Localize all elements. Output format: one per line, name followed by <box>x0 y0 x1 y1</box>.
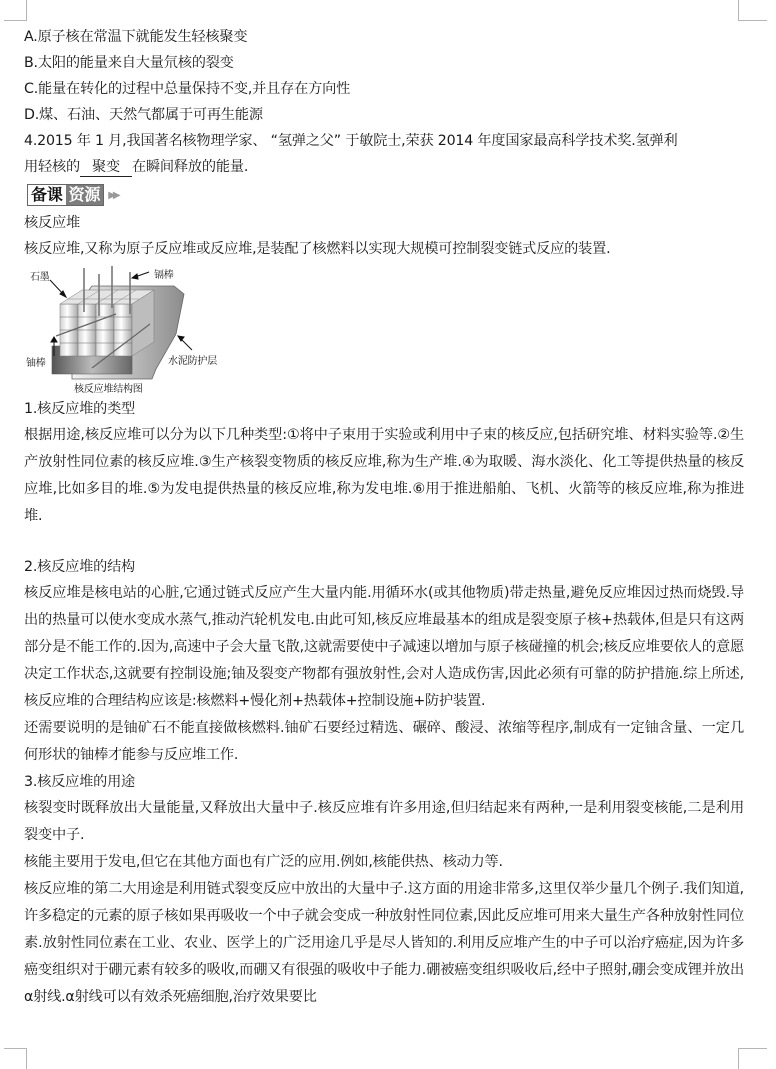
label-uranium-rod: 铀棒 <box>26 358 46 369</box>
uses-paragraph-2: 核能主要用于发电,但它在其他方面也有广泛的应用.例如,核能供热、核动力等. <box>24 854 503 870</box>
banner-box <box>27 184 104 206</box>
page-corner-mark <box>4 0 27 21</box>
banner-text-2: 资源 <box>66 185 104 205</box>
double-arrow-icon: ▶▶ <box>108 189 118 201</box>
reactor-illustration <box>24 264 254 396</box>
uses-paragraph-1: 核裂变时既释放出大量能量,又释放出大量中子.核反应堆有许多用途,但归结起来有两种,一是利用裂变核能,二是利用裂变中子. <box>24 800 744 843</box>
heading-types: 1.核反应堆的类型 <box>24 401 136 417</box>
structure-paragraph-1: 核反应堆是核电站的心脏,它通过链式反应产生大量内能.用循环水(或其他物质)带走热量,避免反应堆因过热而烧毁.导出的热量可以使水变成水蒸气,推动汽轮机发电.由此可知,核反应堆最基本的组成是裂变原子核+热载体,但是只有这两部分是不能工作的.因为,高速中子会大量飞散,这就需要使中子减速以增加与原子核碰撞的机会;核反应堆要依人的意愿决定工作状态,这就要有控制设施;铀及裂变产物都有强放射性,会对人造成伤害,因此必须有可靠的防护措施.综上所述,核反应堆的合理结构应该是:核燃料+慢化剂+热载体+控制设施+防护装置. <box>24 585 744 709</box>
heading-structure: 2.核反应堆的结构 <box>24 559 136 575</box>
spacer <box>24 530 744 554</box>
label-cadmium-rod: 镉棒 <box>154 270 174 281</box>
intro-paragraph: 核反应堆,又称为原子反应堆或反应堆,是装配了核燃料以实现大规模可控制裂变链式反应的装置. <box>24 241 611 257</box>
graphite-block-grid <box>60 290 154 356</box>
structure-paragraph-2: 还需要说明的是铀矿石不能直接做核燃料.铀矿石要经过精选、碾碎、酸浸、浓缩等程序,制成有一定铀含量、一定几何形状的铀棒才能参与反应堆工作. <box>24 720 744 763</box>
page-corner-mark <box>738 1048 767 1069</box>
option-c: C.能量在转化的过程中总量保持不变,并且存在方向性 <box>24 81 351 97</box>
page-corner-mark <box>4 1048 27 1069</box>
question-4-suffix: 在瞬间释放的能量. <box>131 159 249 175</box>
question-4-prefix: 用轻核的 <box>24 159 80 175</box>
option-d: D.煤、石油、天然气都属于可再生能源 <box>24 107 263 123</box>
types-paragraph: 根据用途,核反应堆可以分为以下几种类型:①将中子束用于实验或利用中子束的核反应,包括研究堆、材料实验等.②生产放射性同位素的核反应堆.③生产核裂变物质的核反应堆,称为生产堆.④为取暖、海水淡化、化工等提供热量的核反应堆,比如多目的堆.⑤为发电提供热量的核反应堆,称为发电堆.⑥用于推进船舶、飞机、火箭等的核反应堆,称为推进堆. <box>24 427 744 524</box>
heading-uses: 3.核反应堆的用途 <box>24 774 136 790</box>
option-a: A.原子核在常温下就能发生轻核聚变 <box>24 29 248 45</box>
banner-text-1: 备课 <box>28 185 66 205</box>
reactor-structure-diagram <box>24 264 254 396</box>
option-b: B.太阳的能量来自大量氘核的裂变 <box>24 55 234 71</box>
label-graphite: 石墨 <box>30 272 50 283</box>
question-4-line1: 4.2015 年 1 月,我国著名核物理学家、 “氢弹之父” 于敏院士,荣获 2014 年度国家最高科学技术奖.氢弹利 <box>24 133 678 149</box>
answer-blank: 聚变 <box>80 158 132 177</box>
resource-banner <box>27 182 744 208</box>
section-title: 核反应堆 <box>24 215 80 231</box>
figure-caption: 核反应堆结构图 <box>74 384 143 395</box>
question-4-line2 <box>24 154 744 180</box>
label-concrete-shield: 水泥防护层 <box>168 356 217 367</box>
document-body <box>24 24 744 1011</box>
page-corner-mark <box>738 0 767 21</box>
uses-paragraph-3: 核反应堆的第二大用途是利用链式裂变反应中放出的大量中子.这方面的用途非常多,这里仅举少量几个例子.我们知道,许多稳定的元素的原子核如果再吸收一个中子就会变成一种放射性同位素,因此反应堆可用来大量生产各种放射性同位素.放射性同位素在工业、农业、医学上的广泛用途几乎是尽人皆知的.利用反应堆产生的中子可以治疗癌症,因为许多癌变组织对于硼元素有较多的吸收,而硼又有很强的吸收中子能力.硼被癌变组织吸收后,经中子照射,硼会变成锂并放出α射线.α射线可以有效杀死癌细胞,治疗效果要比 <box>24 881 744 1005</box>
